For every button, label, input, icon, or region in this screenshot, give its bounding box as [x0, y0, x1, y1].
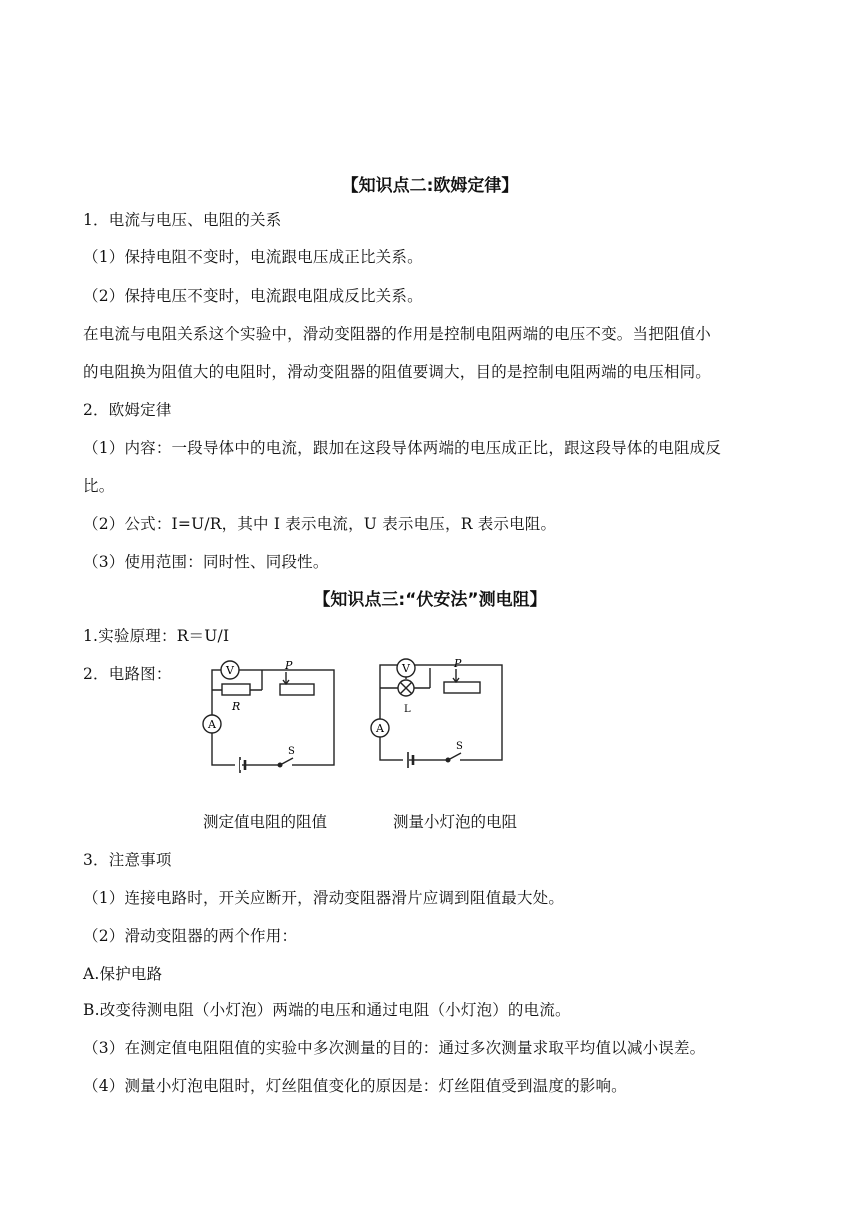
slider-label: P	[454, 657, 462, 670]
lamp-label: L	[404, 704, 411, 715]
paragraph: （2）公式：I=U/R，其中 I 表示电流，U 表示电压，R 表示电阻。	[83, 515, 557, 533]
circuit-diagram-resistor	[200, 650, 340, 780]
paragraph: （3）使用范围：同时性、同段性。	[83, 553, 329, 571]
section3-heading-1: 1.实验原理：R＝U/I	[83, 627, 230, 645]
switch-label: S	[456, 741, 463, 752]
circuit2-caption: 测量小灯泡的电阻	[393, 813, 518, 831]
paragraph: A.保护电路	[83, 965, 163, 983]
paragraph: 在电流与电阻关系这个实验中，滑动变阻器的作用是控制电阻两端的电压不变。当把阻值小	[83, 325, 712, 343]
section2-heading-2: 2．欧姆定律	[83, 401, 172, 419]
resistor-label: R	[232, 700, 241, 713]
section3-heading-2: 2．电路图：	[83, 665, 172, 683]
paragraph: （2）滑动变阻器的两个作用：	[83, 927, 298, 945]
paragraph: （1）保持电阻不变时，电流跟电压成正比关系。	[83, 248, 423, 266]
section3-title: 【知识点三:“伏安法”测电阻】	[313, 590, 547, 610]
ammeter-label: A	[208, 718, 216, 731]
ammeter-label: A	[376, 722, 384, 735]
paragraph: 比。	[83, 477, 115, 495]
paragraph: （2）保持电压不变时，电流跟电阻成反比关系。	[83, 287, 423, 305]
section3-heading-3: 3．注意事项	[83, 851, 172, 869]
voltmeter-label: V	[226, 664, 234, 677]
paragraph: （1）连接电路时，开关应断开，滑动变阻器滑片应调到阻值最大处。	[83, 889, 565, 907]
paragraph: 的电阻换为阻值大的电阻时，滑动变阻器的阻值要调大，目的是控制电阻两端的电压相同。	[83, 363, 712, 381]
paragraph: （4）测量小灯泡电阻时，灯丝阻值变化的原因是：灯丝阻值受到温度的影响。	[83, 1077, 627, 1095]
section2-heading-1: 1．电流与电压、电阻的关系	[83, 211, 282, 229]
circuit-frame	[380, 665, 502, 760]
resistor-icon	[222, 684, 250, 695]
rheostat-icon	[280, 684, 314, 695]
paragraph: （1）内容：一段导体中的电流，跟加在这段导体两端的电压成正比，跟这段导体的电阻成反	[83, 439, 722, 457]
paragraph: B.改变待测电阻（小灯泡）两端的电压和通过电阻（小灯泡）的电流。	[83, 1001, 571, 1019]
switch-label: S	[288, 746, 295, 757]
section2-title: 【知识点二:欧姆定律】	[341, 176, 519, 196]
slider-label: P	[285, 659, 293, 672]
rheostat-icon	[444, 682, 480, 693]
circuit-diagram-lamp	[368, 650, 513, 780]
circuit1-caption: 测定值电阻的阻值	[203, 813, 328, 831]
voltmeter-label: V	[402, 662, 410, 675]
paragraph: （3）在测定值电阻阻值的实验中多次测量的目的：通过多次测量求取平均值以减小误差。	[83, 1039, 706, 1057]
